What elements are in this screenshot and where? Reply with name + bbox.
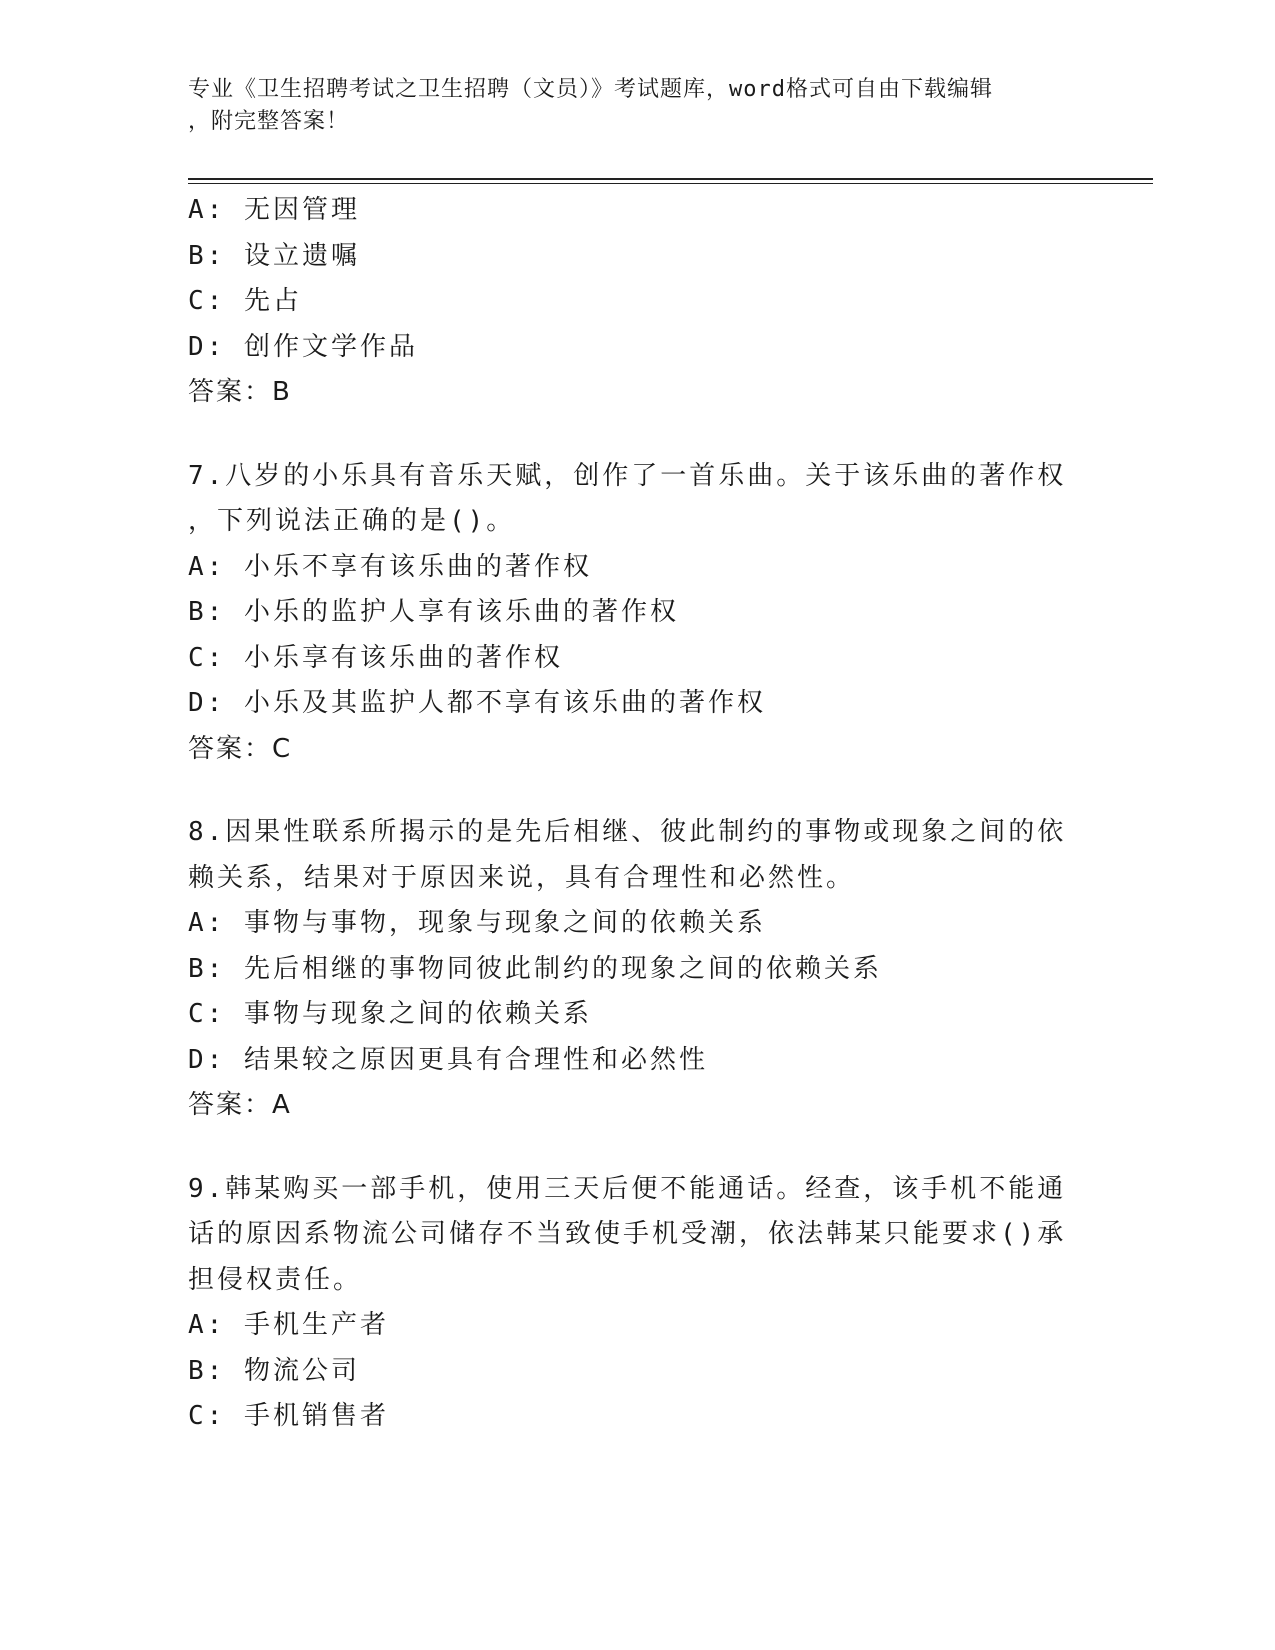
question-stem-line: 8.因果性联系所揭示的是先后相继、彼此制约的事物或现象之间的依: [188, 817, 1067, 847]
option-c: C: 手机销售者: [188, 1401, 389, 1431]
question-stem-line: 7.八岁的小乐具有音乐天赋，创作了一首乐曲。关于该乐曲的著作权: [188, 460, 1067, 491]
option-a: A: 小乐不享有该乐曲的著作权: [188, 551, 592, 582]
header-divider: [188, 178, 1153, 180]
header-line-2: ，附完整答案！: [188, 109, 350, 134]
question-list: [188, 188, 1088, 1478]
question-7: [188, 454, 1088, 773]
question-6: [188, 188, 1088, 416]
question-stem-line: 赖关系，结果对于原因来说，具有合理性和必然性。: [188, 862, 856, 893]
question-stem-line: 担侵权责任。: [188, 1264, 363, 1295]
question-stem-line: 话的原因系物流公司储存不当致使手机受潮，依法韩某只能要求()承: [188, 1219, 1067, 1249]
question-8: [188, 810, 1088, 1129]
option-b: B: 物流公司: [188, 1355, 360, 1386]
question-stem-line: ，下列说法正确的是()。: [188, 506, 516, 536]
option-b: B: 小乐的监护人享有该乐曲的著作权: [188, 597, 679, 627]
question-stem-line: 9.韩某购买一部手机，使用三天后便不能通话。经查，该手机不能通: [188, 1173, 1067, 1204]
header-line-1: 专业《卫生招聘考试之卫生招聘（文员）》考试题库，word格式可自由下载编辑: [188, 77, 993, 102]
answer: 答案：A: [188, 1090, 292, 1120]
answer: 答案：B: [188, 377, 292, 407]
option-c: C: 事物与现象之间的依赖关系: [188, 999, 592, 1029]
option-b: B: 设立遗嘱: [188, 240, 360, 271]
option-c: C: 小乐享有该乐曲的著作权: [188, 642, 563, 673]
question-9: [188, 1167, 1088, 1440]
option-a: A: 手机生产者: [188, 1310, 389, 1340]
option-a: A: 无因管理: [188, 195, 360, 225]
option-c: C: 先占: [188, 286, 302, 316]
option-b: B: 先后相继的事物同彼此制约的现象之间的依赖关系: [188, 953, 882, 984]
option-d: D: 结果较之原因更具有合理性和必然性: [188, 1044, 708, 1075]
answer: 答案：C: [188, 733, 293, 764]
option-a: A: 事物与事物，现象与现象之间的依赖关系: [188, 908, 766, 938]
option-d: D: 小乐及其监护人都不享有该乐曲的著作权: [188, 688, 766, 718]
option-d: D: 创作文学作品: [188, 331, 418, 362]
page-header: [188, 74, 1068, 138]
